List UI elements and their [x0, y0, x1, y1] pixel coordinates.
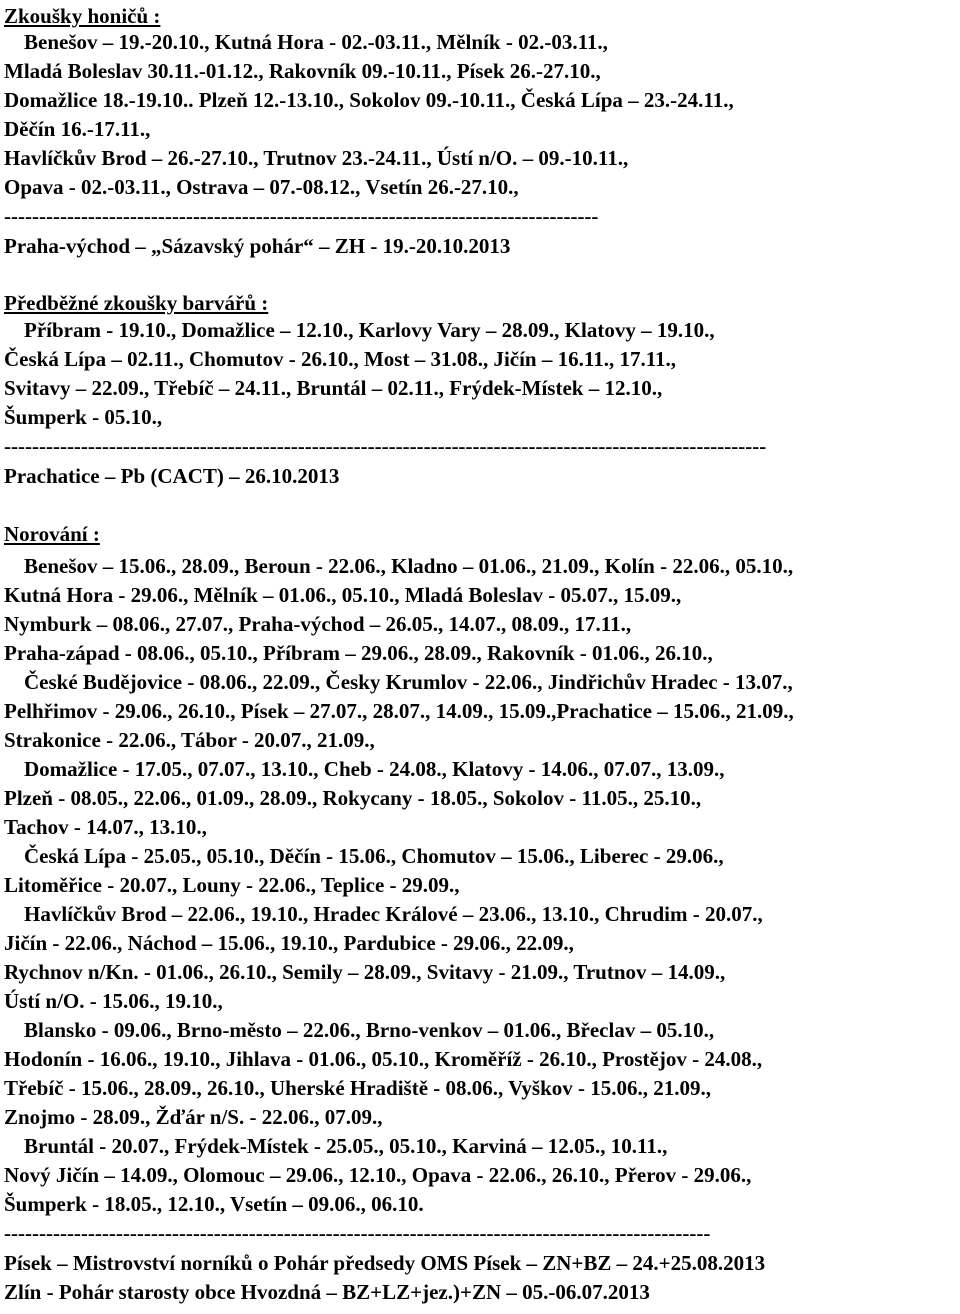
norovani-line-20: Znojmo - 28.09., Žďár n/S. - 22.06., 07.09.,	[4, 1105, 383, 1129]
event-prachatice: Prachatice – Pb (CACT) – 26.10.2013	[4, 464, 340, 488]
honici-line-6: Opava - 02.-03.11., Ostrava – 07.-08.12., Vsetín 26.-27.10.,	[4, 175, 519, 199]
norovani-line-5: České Budějovice - 08.06., 22.09., Česky Krumlov - 22.06., Jindřichův Hradec - 13.07.,	[24, 670, 793, 694]
norovani-line-22: Nový Jičín – 14.09., Olomouc – 29.06., 12.10., Opava - 22.06., 26.10., Přerov - 29.06.,	[4, 1163, 752, 1187]
norovani-line-14: Jičín - 22.06., Náchod – 15.06., 19.10., Pardubice - 29.06., 22.09.,	[4, 931, 574, 955]
honici-line-5: Havlíčkův Brod – 26.-27.10., Trutnov 23.-24.11., Ústí n/O. – 09.-10.11.,	[4, 146, 629, 170]
divider-1: -------------------------------------------------------------------------------------	[4, 204, 599, 228]
honici-line-2: Mladá Boleslav 30.11.-01.12., Rakovník 09.-10.11., Písek 26.-27.10.,	[4, 59, 601, 83]
norovani-line-12: Litoměřice - 20.07., Louny - 22.06., Teplice - 29.09.,	[4, 873, 460, 897]
event-zlin-pohar: Zlín - Pohár starosty obce Hvozdná – BZ+LZ+jez.)+ZN – 05.-06.07.2013	[4, 1280, 650, 1304]
norovani-line-8: Domažlice - 17.05., 07.07., 13.10., Cheb - 24.08., Klatovy - 14.06., 07.07., 13.09.,	[24, 757, 725, 781]
norovani-line-21: Bruntál - 20.07., Frýdek-Místek - 25.05., 05.10., Karviná – 12.05., 10.11.,	[24, 1134, 668, 1158]
norovani-line-13: Havlíčkův Brod – 22.06., 19.10., Hradec Králové – 23.06., 13.10., Chrudim - 20.07.,	[24, 902, 763, 926]
section-heading-honici: Zkoušky honičů :	[4, 4, 161, 28]
norovani-line-23: Šumperk - 18.05., 12.10., Vsetín – 09.06., 06.10.	[4, 1192, 424, 1216]
honici-line-4: Děčín 16.-17.11.,	[4, 117, 151, 141]
norovani-line-9: Plzeň - 08.05., 22.06., 01.09., 28.09., Rokycany - 18.05., Sokolov - 11.05., 25.10.,	[4, 786, 702, 810]
norovani-line-3: Nymburk – 08.06., 27.07., Praha-východ – 26.05., 14.07., 08.09., 17.11.,	[4, 612, 632, 636]
barvari-line-2: Česká Lípa – 02.11., Chomutov - 26.10., Most – 31.08., Jičín – 16.11., 17.11.,	[4, 347, 677, 371]
event-pisek-mistrovstvi: Písek – Mistrovství norníků o Pohár předsedy OMS Písek – ZN+BZ – 24.+25.08.2013	[4, 1251, 766, 1275]
divider-3: -----------------------------------------------------------------------------------------------------	[4, 1221, 711, 1245]
norovani-line-6: Pelhřimov - 29.06., 26.10., Písek – 27.07., 28.07., 14.09., 15.09.,Prachatice – 15.06., 21.09.,	[4, 699, 794, 723]
norovani-line-1: Benešov – 15.06., 28.09., Beroun - 22.06., Kladno – 01.06., 21.09., Kolín - 22.06., 05.10.,	[24, 554, 794, 578]
norovani-line-17: Blansko - 09.06., Brno-město – 22.06., Brno-venkov – 01.06., Břeclav – 05.10.,	[24, 1018, 715, 1042]
norovani-line-2: Kutná Hora - 29.06., Mělník – 01.06., 05.10., Mladá Boleslav - 05.07., 15.09.,	[4, 583, 682, 607]
norovani-line-11: Česká Lípa - 25.05., 05.10., Děčín - 15.06., Chomutov – 15.06., Liberec - 29.06.,	[24, 844, 724, 868]
section-heading-norovani: Norování :	[4, 522, 100, 546]
barvari-line-3: Svitavy – 22.09., Třebíč – 24.11., Bruntál – 02.11., Frýdek-Místek – 12.10.,	[4, 376, 663, 400]
barvari-line-4: Šumperk - 05.10.,	[4, 405, 163, 429]
section-heading-barvari: Předběžné zkoušky barvářů :	[4, 291, 269, 315]
divider-2: -------------------------------------------------------------------------------------------------------------	[4, 434, 767, 458]
norovani-line-4: Praha-západ - 08.06., 05.10., Příbram – 29.06., 28.09., Rakovník - 01.06., 26.10.,	[4, 641, 713, 665]
norovani-line-15: Rychnov n/Kn. - 01.06., 26.10., Semily – 28.09., Svitavy - 21.09., Trutnov – 14.09.,	[4, 960, 726, 984]
norovani-line-16: Ústí n/O. - 15.06., 19.10.,	[4, 989, 223, 1013]
barvari-line-1: Příbram - 19.10., Domažlice – 12.10., Karlovy Vary – 28.09., Klatovy – 19.10.,	[24, 318, 715, 342]
norovani-line-7: Strakonice - 22.06., Tábor - 20.07., 21.09.,	[4, 728, 375, 752]
norovani-line-10: Tachov - 14.07., 13.10.,	[4, 815, 207, 839]
norovani-line-19: Třebíč - 15.06., 28.09., 26.10., Uherské Hradiště - 08.06., Vyškov - 15.06., 21.09.,	[4, 1076, 711, 1100]
honici-line-3: Domažlice 18.-19.10.. Plzeň 12.-13.10., Sokolov 09.-10.11., Česká Lípa – 23.-24.11.,	[4, 88, 734, 112]
norovani-line-18: Hodonín - 16.06., 19.10., Jihlava - 01.06., 05.10., Kroměříž - 26.10., Prostějov - 24.08.,	[4, 1047, 763, 1071]
honici-line-1: Benešov – 19.-20.10., Kutná Hora - 02.-03.11., Mělník - 02.-03.11.,	[24, 30, 608, 54]
event-sazavsky-pohar: Praha-východ – „Sázavský pohár“ – ZH - 19.-20.10.2013	[4, 234, 511, 258]
